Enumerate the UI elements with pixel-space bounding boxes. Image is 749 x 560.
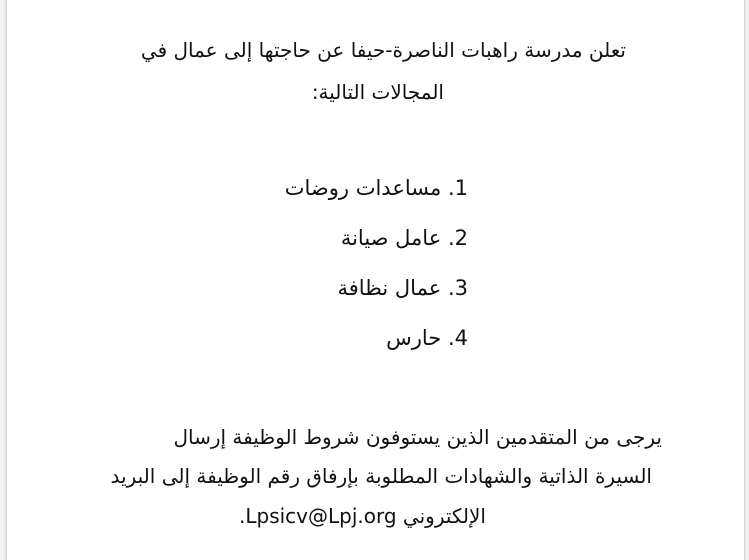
announcement-intro-line-1: تعلن مدرسة راهبات الناصرة-حيفا عن حاجتها إلى عمال في (140, 38, 626, 62)
application-note-line-3 (239, 502, 486, 530)
position-item-1 (285, 174, 468, 202)
line-end-period: . (239, 504, 246, 528)
position-number: 3. (447, 276, 468, 300)
position-title: حارس (386, 326, 442, 350)
position-number: 4. (447, 326, 468, 350)
application-note-line-1: يرجى من المتقدمين الذين يستوفون شروط الوظيفة إرسال (173, 425, 662, 449)
position-title: عامل صيانة (340, 226, 442, 250)
position-number: 1. (447, 176, 468, 200)
application-note-line-2: السيرة الذاتية والشهادات المطلوبة بإرفاق رقم الوظيفة إلى البريد (110, 464, 652, 488)
announcement-intro-line-2: المجالات التالية: (311, 80, 444, 104)
email-label: الإلكتروني (402, 504, 486, 528)
position-title: عمال نظافة (337, 276, 442, 300)
position-item-3 (337, 274, 468, 302)
document-page (6, 0, 745, 560)
position-item-2 (341, 224, 468, 252)
contact-email: Lpsicv@Lpj.org (245, 504, 397, 528)
position-title: مساعدات روضات (284, 176, 442, 200)
position-item-4 (386, 324, 468, 352)
position-number: 2. (447, 226, 468, 250)
